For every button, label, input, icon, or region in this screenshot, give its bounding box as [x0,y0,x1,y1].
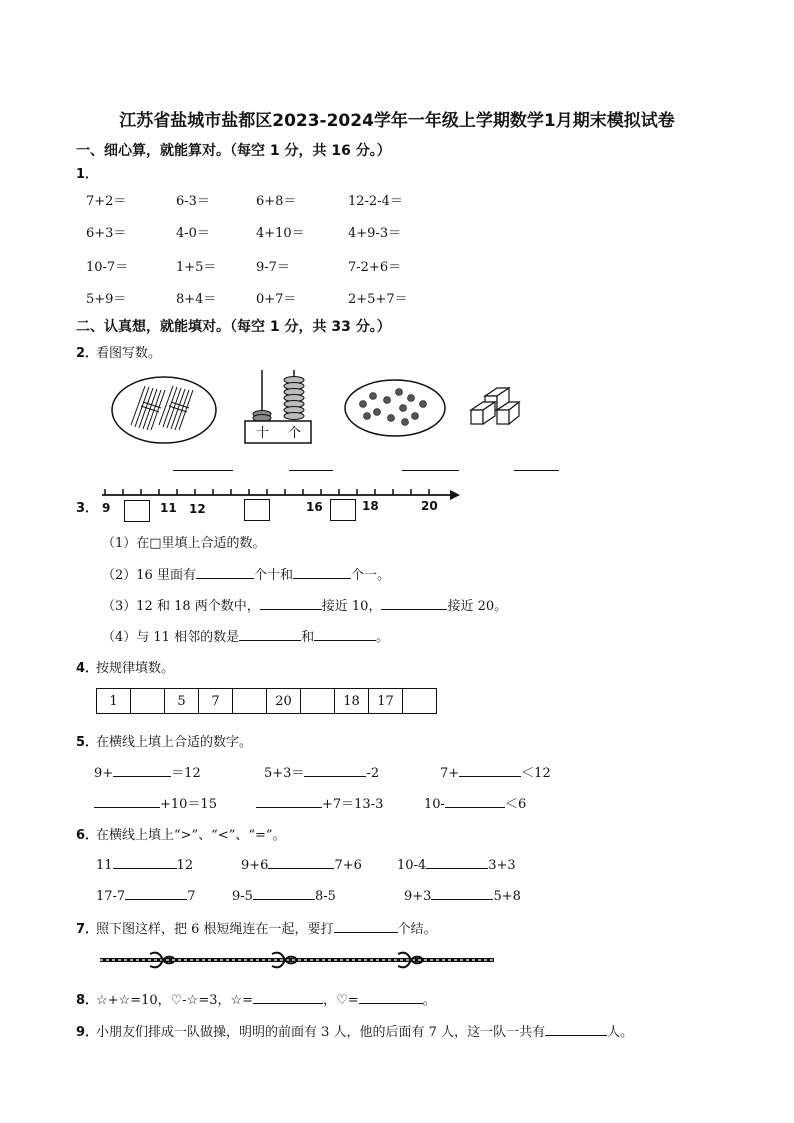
q5-item [256,793,383,812]
page-title: 江苏省盐城市盐都区2023-2024学年一年级上学期数学1月期末模拟试卷 [119,111,675,131]
sequence-row [96,688,437,714]
answer-blank[interactable] [514,470,559,471]
flowers-plate-image [345,380,445,436]
number-line-box[interactable] [244,499,270,521]
section-2-heading: 二、认真想，就能填对。（每空 1 分，共 33 分。） [76,319,391,335]
q5-item [94,793,217,812]
q6-left: 9+6 [241,858,269,873]
q3-sub4-text: 。 [376,630,390,645]
q5-item [264,762,379,781]
calc-item: 6+8＝ [256,194,297,209]
question-5-text: 在横线上填上合适的数字。 [96,735,253,750]
question-5-number: 5． [76,735,99,750]
q6-right: 12 [176,858,194,873]
tick-label: 16 [306,500,323,514]
question-2-number: 2． [76,346,99,361]
section-1-heading: 一、细心算，就能算对。（每空 1 分，共 16 分。） [76,143,391,159]
tick-label: 20 [421,499,438,513]
question-2-text: 看图写数。 [96,346,162,361]
q6-item [232,887,336,904]
calc-item: 2+5+7＝ [348,292,408,307]
abacus-ones-label: 个 [288,426,302,441]
q3-sub4 [102,626,389,645]
calc-item: 7+2＝ [86,194,127,209]
calc-item: 10-7＝ [86,260,129,275]
q6-item [96,887,196,904]
q5-text: 5+3＝ [264,766,305,781]
q3-sub3-text: （3）12 和 18 两个数中， [102,599,260,614]
q7-text: 个结。 [397,922,437,937]
q8-text: ，♡= [323,993,359,1008]
answer-blank[interactable] [289,470,333,471]
answer-blank[interactable] [293,566,351,579]
tick-label: 18 [362,499,379,513]
sequence-cell: 20 [267,689,301,713]
answer-blank[interactable] [256,795,322,808]
answer-blank[interactable] [545,1023,607,1036]
answer-blank[interactable] [253,991,323,1004]
q3-sub1: （1）在□里填上合适的数。 [102,536,266,551]
question-7-text [96,918,437,937]
answer-blank[interactable] [304,764,366,777]
answer-blank[interactable] [125,887,187,900]
question-4-text: 按规律填数。 [96,661,175,676]
q9-text: 小朋友们排成一队做操，明明的前面有 3 人，他的后面有 7 人，这一队一共有 [96,1025,546,1040]
answer-blank[interactable] [268,856,334,869]
q9-text: 人。 [607,1025,634,1040]
number-line-box[interactable] [124,500,150,522]
q6-item [241,856,362,873]
q3-sub2 [102,564,390,583]
answer-blank[interactable] [445,795,505,808]
q6-left: 17-7 [96,889,126,904]
q3-sub2-text: 个十和 [253,568,293,583]
q6-right: 7 [187,889,196,904]
answer-blank[interactable] [334,920,398,933]
question-9-text [96,1021,633,1040]
answer-blank[interactable] [431,887,493,900]
question-6-text: 在横线上填上“>”、“<”、“=”。 [96,828,286,843]
q6-left: 9-5 [232,889,253,904]
q6-left: 11 [96,858,113,873]
q8-text: ☆+☆=10，♡-☆=3，☆= [96,993,254,1008]
q3-sub4-text: 和 [301,630,315,645]
q6-right: 5+8 [493,889,521,904]
question-6-number: 6． [76,828,99,843]
answer-blank[interactable] [253,887,315,900]
q3-sub3 [102,595,507,614]
tick-label: 9 [102,501,111,515]
q7-text: 照下图这样，把 6 根短绳连在一起，要打 [96,922,334,937]
answer-blank[interactable] [314,628,376,641]
sequence-cell: 1 [97,689,131,713]
rope-image [98,948,498,974]
question-7-number: 7． [76,922,99,937]
answer-blank[interactable] [239,628,301,641]
q5-text: 9+ [94,766,114,781]
calc-item: 1+5＝ [176,260,217,275]
q6-right: 7+6 [334,858,362,873]
calc-item: 4+10＝ [256,226,305,241]
q5-item [424,793,526,812]
answer-blank[interactable] [426,856,488,869]
question-3-number: 3． [76,501,99,516]
answer-blank[interactable] [113,764,171,777]
q3-sub3-text: 接近 20。 [447,599,508,614]
q3-sub3-text: 接近 10， [321,599,382,614]
calc-item: 0+7＝ [256,292,297,307]
q5-text: 7+ [440,766,460,781]
cubes-image [471,388,519,424]
answer-blank[interactable] [381,597,447,610]
calc-item: 8+4＝ [176,292,217,307]
q5-text: -2 [366,766,380,781]
tick-label: 11 [160,501,177,515]
answer-blank[interactable] [260,597,322,610]
sequence-cell[interactable] [403,689,436,713]
q6-right: 8-5 [314,889,336,904]
answer-blank[interactable] [94,795,160,808]
q5-text: +7＝13-3 [322,797,384,812]
answer-blank[interactable] [402,470,459,471]
number-line [98,486,462,502]
picture-figures [105,368,535,452]
calc-item: 6-3＝ [176,194,210,209]
q5-text: ＝12 [171,766,201,781]
q6-left: 10-4 [397,858,427,873]
q6-item [397,856,516,873]
q5-item [94,762,201,781]
sequence-cell: 7 [199,689,233,713]
answer-blank[interactable] [359,991,423,1004]
calc-item: 4+9-3＝ [348,226,402,241]
q5-text: ＜12 [521,766,551,781]
q5-text: 10- [424,797,445,812]
bundles-plate-image [112,377,216,443]
sequence-cell[interactable] [301,689,335,713]
calc-item: 6+3＝ [86,226,127,241]
q6-item [404,887,521,904]
sequence-cell: 17 [369,689,403,713]
q5-text: ＜6 [504,797,527,812]
answer-blank[interactable] [113,856,177,869]
calc-item: 9-7＝ [256,260,290,275]
q6-left: 9+3 [404,889,432,904]
q5-text: +10＝15 [160,797,217,812]
question-8-text [96,989,436,1008]
abacus-image [245,370,311,443]
q3-sub4-text: （4）与 11 相邻的数是 [102,630,240,645]
answer-blank[interactable] [173,470,233,471]
q3-sub2-text: 个一。 [350,568,390,583]
abacus-tens-label: 十 [256,426,270,441]
question-8-number: 8． [76,993,99,1008]
sequence-cell[interactable] [131,689,165,713]
question-4-number: 4． [76,661,99,676]
sequence-cell[interactable] [233,689,267,713]
number-line-box[interactable] [330,499,356,521]
q6-right: 3+3 [488,858,516,873]
q6-item [96,856,193,873]
question-9-number: 9． [76,1025,99,1040]
q8-text: 。 [422,993,436,1008]
calc-item: 7-2+6＝ [348,260,402,275]
calc-item: 12-2-4＝ [348,194,403,209]
q3-sub2-text: （2）16 里面有 [102,568,196,583]
sequence-cell: 5 [165,689,199,713]
tick-label: 12 [189,502,206,516]
calc-item: 4-0＝ [176,226,210,241]
q5-item [440,762,551,781]
sequence-cell: 18 [335,689,369,713]
question-1-number: 1． [76,167,99,182]
calc-item: 5+9＝ [86,292,127,307]
answer-blank[interactable] [459,764,521,777]
answer-blank[interactable] [196,566,254,579]
